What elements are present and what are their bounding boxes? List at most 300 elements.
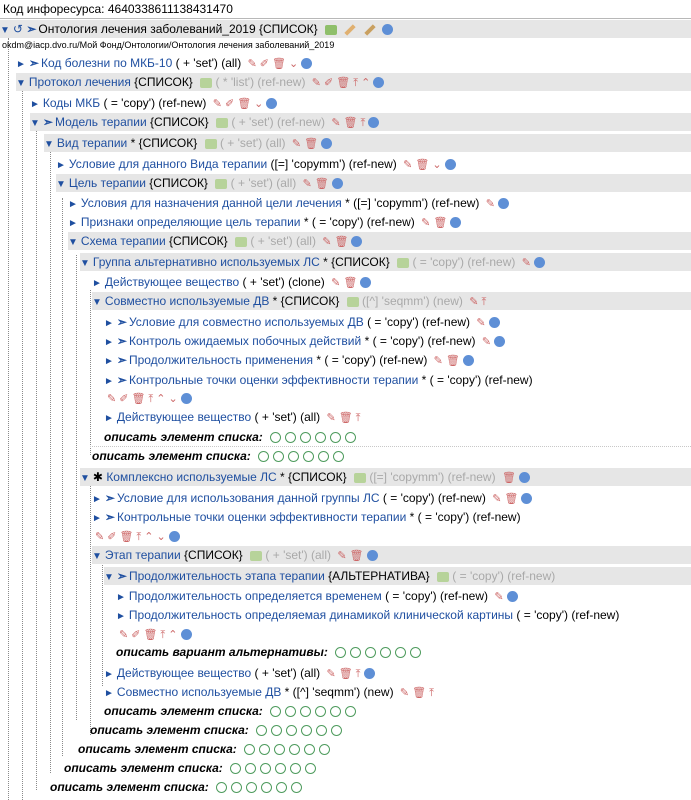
info-icon[interactable]	[373, 77, 384, 88]
pencil-icon[interactable]: ✎	[326, 411, 336, 424]
describe-item-row	[92, 447, 344, 465]
chevron-down-icon[interactable]: ⌄	[254, 97, 264, 110]
tree-guide	[50, 143, 51, 773]
chevron-down-icon[interactable]: ⌄	[432, 158, 442, 171]
info-icon[interactable]	[351, 236, 362, 247]
move-top-icon[interactable]: ⤒	[160, 628, 166, 641]
node-control[interactable]	[104, 332, 505, 350]
node-spec: * ( = 'copy') (ref-new)	[364, 334, 476, 348]
node-spec: ( = 'copy') (ref-new)	[385, 589, 489, 603]
pencil-icon[interactable]: ✎	[521, 256, 531, 269]
grass-icon[interactable]	[437, 572, 449, 582]
node-suffix: * {СПИСОК}	[272, 294, 340, 308]
add-up-icon[interactable]	[289, 744, 300, 755]
expand-triangle-icon[interactable]: ▼	[44, 139, 54, 150]
node-label: Протокол лечения	[28, 75, 131, 89]
add-top-icon[interactable]	[345, 432, 356, 443]
node-suffix: * {СПИСОК}	[130, 136, 198, 150]
add-up-icon[interactable]	[315, 432, 326, 443]
node-cond-group[interactable]	[92, 489, 532, 507]
node-stage[interactable]	[92, 546, 691, 564]
node-suffix: {СПИСОК}	[149, 176, 208, 190]
describe-item-row	[104, 428, 356, 446]
describe-item-label: описать элемент списка:	[104, 704, 263, 718]
node-label: Действующее вещество	[104, 275, 240, 289]
code-line: Код инфоресурса: 4640338611138431470	[0, 0, 691, 19]
node-alt-group[interactable]	[80, 253, 691, 271]
info-icon[interactable]	[181, 629, 192, 640]
node-spec: ([^] 'seqmm') (new)	[362, 294, 463, 308]
node-label: Условия для назначения данной цели лечения	[80, 196, 342, 210]
node-protocol[interactable]	[16, 73, 691, 91]
tree-guide	[90, 480, 91, 735]
add-down-icon[interactable]	[246, 782, 257, 793]
node-cond-vid[interactable]	[56, 155, 456, 173]
trash-icon[interactable]: 🗑	[336, 76, 351, 89]
pencil-icon[interactable]: ✎	[302, 177, 312, 190]
expand-triangle-icon[interactable]: ►	[56, 160, 66, 171]
root-suffix: {СПИСОК}	[259, 22, 318, 36]
add-copy-icon[interactable]	[276, 782, 287, 793]
add-up-icon[interactable]	[275, 763, 286, 774]
grass-icon[interactable]	[250, 551, 262, 561]
add-item-icon[interactable]	[216, 782, 227, 793]
expand-triangle-icon[interactable]: ▼	[80, 258, 90, 269]
trash-icon[interactable]: 🗑	[412, 686, 427, 699]
add-down-icon[interactable]	[260, 763, 271, 774]
add-top-icon[interactable]	[345, 706, 356, 717]
node-complex[interactable]	[80, 468, 691, 486]
pencil-icon[interactable]: ✎	[326, 667, 336, 680]
asterisk-icon: ✱	[92, 470, 103, 484]
describe-item-label: описать элемент списка:	[92, 449, 251, 463]
expand-triangle-icon[interactable]: ▼	[16, 78, 26, 89]
node-spec: * ([^] 'seqmm') (new)	[284, 685, 394, 699]
grass-icon[interactable]	[347, 297, 359, 307]
info-icon[interactable]	[489, 317, 500, 328]
add-copy-icon[interactable]	[304, 744, 315, 755]
refresh-icon[interactable]: ↺	[12, 22, 23, 36]
describe-item-row	[50, 778, 302, 796]
pencil-icon[interactable]: ✎	[485, 197, 495, 210]
pencil-icon[interactable]: ✎	[481, 335, 492, 348]
node-label: Продолжительность определяется временем	[128, 589, 382, 603]
link-arrow-icon: ➣	[116, 334, 127, 348]
node-suffix: * {СПИСОК}	[323, 255, 390, 269]
info-icon[interactable]	[266, 98, 277, 109]
trash-icon[interactable]: 🗑	[314, 177, 329, 190]
add-set-icon[interactable]	[259, 744, 270, 755]
node-suffix: * {СПИСОК}	[279, 470, 347, 484]
node-spec: ( = 'copy') (ref-new)	[412, 255, 516, 269]
add-top-icon[interactable]	[410, 647, 421, 658]
trash-icon[interactable]: 🗑	[237, 97, 252, 110]
info-icon[interactable]	[382, 24, 393, 35]
node-substance[interactable]	[104, 408, 361, 426]
expand-triangle-icon[interactable]: ►	[68, 218, 78, 229]
info-icon[interactable]	[519, 472, 530, 483]
node-spec: ( + 'set') (ref-new)	[231, 115, 325, 129]
pencil-icon[interactable]: ✎	[403, 158, 413, 171]
grass-icon[interactable]	[200, 78, 212, 88]
info-icon[interactable]	[360, 277, 371, 288]
node-suffix: {СПИСОК}	[134, 75, 193, 89]
edit-icon[interactable]	[364, 24, 375, 35]
node-spec: ( + 'set') (all)	[254, 410, 321, 424]
pencil-icon[interactable]: ✎	[469, 295, 479, 308]
add-up-icon[interactable]	[303, 451, 314, 462]
trash-icon[interactable]: 🗑	[343, 276, 358, 289]
node-label: Комплексно используемые ЛС	[106, 470, 277, 484]
root-node[interactable]	[0, 20, 691, 38]
link-arrow-icon: ➣	[104, 491, 115, 505]
expand-triangle-icon[interactable]: ►	[92, 278, 102, 289]
add-set-icon[interactable]	[245, 763, 256, 774]
add-set-icon[interactable]	[271, 725, 282, 736]
expand-triangle-icon[interactable]: ►	[104, 413, 114, 424]
info-icon[interactable]	[494, 336, 505, 347]
node-spec: ([=] 'copymm') (ref-new)	[369, 470, 496, 484]
add-top-icon[interactable]	[319, 744, 330, 755]
pencil-icon[interactable]: ✎	[95, 530, 105, 543]
node-spec: ( + 'set') (all)	[219, 136, 286, 150]
root-path: okdm@iacp.dvo.ru/Мой Фонд/Онтологии/Онтология лечения заболеваний_2019	[2, 40, 335, 50]
edit-icon[interactable]: ✐	[259, 57, 269, 70]
add-set-icon[interactable]	[350, 647, 361, 658]
describe-item-label: описать элемент списка:	[78, 742, 237, 756]
expand-triangle-icon[interactable]: ▼	[92, 551, 102, 562]
pencil-icon[interactable]: ✎	[119, 628, 129, 641]
node-jointly[interactable]	[92, 292, 691, 310]
node-label: Условие для использования данной группы ЛС	[116, 491, 380, 505]
chevron-up-icon[interactable]: ⌃	[168, 628, 178, 641]
expand-triangle-icon[interactable]: ▼	[30, 118, 40, 129]
expand-triangle-icon[interactable]: ▼	[68, 237, 78, 248]
edit-icon[interactable]: ✐	[119, 392, 129, 405]
node-stage-duration[interactable]	[104, 567, 691, 585]
info-icon[interactable]	[463, 355, 474, 366]
grass-icon[interactable]	[397, 258, 409, 268]
node-duration[interactable]	[104, 351, 474, 369]
node-spec: ( + 'set') (all)	[175, 56, 242, 70]
grass-icon[interactable]	[205, 139, 217, 149]
add-set-icon[interactable]	[285, 706, 296, 717]
expand-triangle-icon[interactable]: ▼	[0, 25, 10, 36]
chevron-down-icon[interactable]: ⌄	[156, 530, 166, 543]
node-spec: ( + 'set') (all)	[265, 548, 331, 562]
node-checkpoints[interactable]	[104, 371, 533, 389]
node-suffix: {АЛЬТЕРНАТИВА}	[328, 569, 430, 583]
info-icon[interactable]	[368, 117, 379, 128]
pencil-icon[interactable]	[345, 24, 356, 35]
expand-triangle-icon[interactable]: ▼	[56, 179, 66, 190]
trash-icon[interactable]: 🗑	[119, 530, 134, 543]
add-down-icon[interactable]	[274, 744, 285, 755]
move-top-icon[interactable]: ⤒	[136, 530, 142, 543]
node-spec: ( * 'list') (ref-new)	[215, 75, 306, 89]
trash-icon[interactable]: 🗑	[445, 354, 460, 367]
expand-triangle-icon[interactable]: ▼	[104, 572, 114, 583]
node-label: Действующее вещество	[116, 666, 252, 680]
chevron-down-icon[interactable]: ⌄	[288, 57, 299, 70]
edit-icon[interactable]: ✐	[107, 530, 117, 543]
node-spec: ( = 'copy') (ref-new)	[367, 315, 471, 329]
node-spec: ( + 'set') (all)	[254, 666, 321, 680]
node-spec: * ([=] 'copymm') (ref-new)	[345, 196, 480, 210]
info-icon[interactable]	[450, 217, 461, 228]
describe-item-row	[104, 702, 356, 720]
info-icon[interactable]	[534, 257, 545, 268]
add-copy-icon[interactable]	[316, 725, 327, 736]
move-top-icon[interactable]: ⤒	[355, 667, 361, 680]
node-mkb[interactable]	[16, 54, 312, 72]
pencil-icon[interactable]: ✎	[311, 76, 321, 89]
node-spec: ( + 'set') (all)	[250, 234, 316, 248]
add-item-icon[interactable]	[258, 451, 269, 462]
node-scheme[interactable]	[68, 232, 691, 250]
describe-item-row	[90, 721, 342, 739]
info-icon[interactable]	[181, 393, 192, 404]
node-spec: * ( = 'copy') (ref-new)	[316, 353, 428, 367]
add-top-icon[interactable]	[305, 763, 316, 774]
node-spec: ( = 'copy') (ref-new)	[382, 491, 486, 505]
add-top-icon[interactable]	[333, 451, 344, 462]
node-label: Контрольные точки оценки эффективности терапии	[116, 510, 407, 524]
info-icon[interactable]	[321, 138, 332, 149]
pencil-icon[interactable]: ✎	[421, 216, 431, 229]
node-cond-goal[interactable]	[68, 194, 509, 212]
trash-icon[interactable]: 🗑	[501, 471, 516, 484]
link-arrow-icon: ➣	[116, 569, 127, 583]
info-icon[interactable]	[498, 198, 509, 209]
chevron-down-icon[interactable]: ⌄	[168, 392, 178, 405]
info-icon[interactable]	[364, 668, 375, 679]
node-label: Вид терапии	[56, 136, 128, 150]
add-down-icon[interactable]	[300, 706, 311, 717]
pencil-icon[interactable]: ✎	[212, 97, 222, 110]
expand-triangle-icon[interactable]: ►	[30, 99, 40, 110]
move-top-icon[interactable]: ⤒	[353, 76, 359, 89]
pencil-icon[interactable]: ✎	[492, 492, 502, 505]
describe-item-row	[64, 759, 316, 777]
expand-triangle-icon[interactable]: ►	[116, 592, 126, 603]
grass-icon[interactable]	[216, 118, 228, 128]
pencil-icon[interactable]: ✎	[107, 392, 117, 405]
chevron-up-icon[interactable]: ⌃	[361, 76, 371, 89]
node-signs[interactable]	[68, 213, 461, 231]
chevron-up-icon[interactable]: ⌃	[156, 392, 166, 405]
node-label: Продолжительность определяемая динамикой клинической картины	[128, 608, 514, 622]
edit-icon[interactable]: ✐	[324, 76, 334, 89]
info-icon[interactable]	[301, 58, 312, 69]
tree-guide	[76, 255, 77, 720]
trash-icon[interactable]: 🗑	[304, 137, 319, 150]
node-label: Группа альтернативно используемых ЛС	[92, 255, 320, 269]
info-icon[interactable]	[367, 550, 378, 561]
expand-triangle-icon[interactable]: ►	[104, 376, 114, 387]
grass-icon[interactable]	[235, 237, 247, 247]
add-down-icon[interactable]	[286, 725, 297, 736]
trash-icon[interactable]: 🗑	[433, 216, 448, 229]
pencil-icon[interactable]: ✎	[331, 276, 341, 289]
chevron-up-icon[interactable]: ⌃	[144, 530, 154, 543]
node-label: Признаки определяющие цель терапии	[80, 215, 301, 229]
describe-item-label: описать элемент списка:	[90, 723, 249, 737]
node-spec: * ( = 'copy') (ref-new)	[421, 373, 533, 387]
add-top-icon[interactable]	[331, 725, 342, 736]
trash-icon[interactable]: 🗑	[343, 116, 358, 129]
describe-item-label: описать элемент списка:	[104, 430, 263, 444]
tree-guide	[8, 38, 9, 800]
pencil-icon[interactable]: ✎	[247, 57, 257, 70]
node-label: Совместно используемые ДВ	[116, 685, 282, 699]
expand-triangle-icon[interactable]: ▼	[92, 297, 102, 308]
describe-alt-label: описать вариант альтернативы:	[116, 645, 328, 659]
grass-icon[interactable]	[354, 473, 366, 483]
node-label: Код болезни по МКБ-10	[40, 56, 173, 70]
add-up-icon[interactable]	[315, 706, 326, 717]
root-title: Онтология лечения заболеваний_2019	[38, 22, 256, 36]
pencil-icon[interactable]: ✎	[433, 354, 443, 367]
info-icon[interactable]	[521, 493, 532, 504]
trash-icon[interactable]: 🗑	[415, 158, 430, 171]
trash-icon[interactable]: 🗑	[272, 57, 286, 70]
trash-icon[interactable]: 🗑	[334, 235, 349, 248]
add-copy-icon[interactable]	[318, 451, 329, 462]
add-copy-icon[interactable]	[330, 432, 341, 443]
node-spec: ([=] 'copymm') (ref-new)	[270, 157, 397, 171]
node-substance[interactable]	[92, 273, 371, 291]
link-arrow-icon: ➣	[26, 22, 37, 36]
info-icon[interactable]	[507, 591, 518, 602]
node-checkpoints[interactable]	[92, 508, 521, 526]
expand-triangle-icon[interactable]: ►	[104, 356, 114, 367]
tree-guide	[90, 290, 91, 455]
describe-item-label: описать элемент списка:	[64, 761, 223, 775]
add-down-icon[interactable]	[365, 647, 376, 658]
trash-icon[interactable]: 🗑	[504, 492, 519, 505]
expand-triangle-icon[interactable]: ►	[116, 611, 126, 622]
node-dur-time[interactable]	[116, 587, 518, 605]
edit-icon[interactable]: ✐	[224, 97, 235, 110]
node-spec: * ( = 'copy') (ref-new)	[409, 510, 521, 524]
node-vid[interactable]	[44, 134, 691, 152]
edit-icon[interactable]: ✐	[131, 628, 141, 641]
node-suffix: {СПИСОК}	[184, 548, 243, 562]
add-item-icon[interactable]	[256, 725, 267, 736]
add-copy-icon[interactable]	[330, 706, 341, 717]
add-item-icon[interactable]	[244, 744, 255, 755]
add-set-icon[interactable]	[273, 451, 284, 462]
add-copy-icon[interactable]	[290, 763, 301, 774]
node-dur-dynamic[interactable]	[116, 606, 619, 624]
node-spec: ( = 'copy') (ref-new)	[516, 608, 620, 622]
pencil-icon[interactable]: ✎	[337, 549, 347, 562]
expand-triangle-icon[interactable]: ►	[16, 59, 26, 70]
describe-item-label: описать элемент списка:	[50, 780, 209, 794]
trash-icon[interactable]: 🗑	[131, 392, 146, 405]
add-set-icon[interactable]	[231, 782, 242, 793]
grass-icon[interactable]	[215, 179, 227, 189]
move-top-icon[interactable]: ⤒	[148, 392, 154, 405]
expand-triangle-icon[interactable]: ►	[68, 199, 78, 210]
add-set-icon[interactable]	[285, 432, 296, 443]
checkpoints-actions	[104, 389, 192, 407]
add-item-icon[interactable]	[270, 706, 281, 717]
node-label: Модель терапии	[54, 115, 147, 129]
pencil-icon[interactable]: ✎	[476, 316, 486, 329]
alt-actions	[116, 625, 192, 643]
info-icon[interactable]	[332, 178, 343, 189]
node-label: Продолжительность применения	[128, 353, 314, 367]
add-item-icon[interactable]	[335, 647, 346, 658]
trash-icon[interactable]: 🗑	[338, 667, 353, 680]
node-jointly[interactable]	[104, 683, 434, 701]
expand-triangle-icon[interactable]: ▼	[80, 473, 90, 484]
grass-icon[interactable]	[325, 25, 337, 35]
node-spec: ( = 'copy') (ref-new)	[452, 569, 556, 583]
expand-triangle-icon[interactable]: ►	[104, 318, 114, 329]
trash-icon[interactable]: 🗑	[338, 411, 353, 424]
add-up-icon[interactable]	[261, 782, 272, 793]
add-down-icon[interactable]	[300, 432, 311, 443]
node-model[interactable]	[30, 113, 691, 131]
trash-icon[interactable]: 🗑	[143, 628, 158, 641]
pencil-icon[interactable]: ✎	[322, 235, 332, 248]
link-arrow-icon: ➣	[28, 56, 39, 70]
expand-triangle-icon[interactable]: ►	[104, 669, 114, 680]
pencil-icon[interactable]: ✎	[291, 137, 302, 150]
expand-triangle-icon[interactable]: ►	[104, 688, 114, 699]
add-item-icon[interactable]	[230, 763, 241, 774]
node-codes[interactable]	[30, 94, 277, 112]
node-label: Продолжительность этапа терапии	[128, 569, 325, 583]
add-copy-icon[interactable]	[395, 647, 406, 658]
expand-triangle-icon[interactable]: ►	[92, 494, 102, 505]
pencil-icon[interactable]: ✎	[399, 686, 410, 699]
node-suffix: {СПИСОК}	[150, 115, 209, 129]
node-cond-joint[interactable]	[104, 313, 500, 331]
node-goal[interactable]	[56, 174, 691, 192]
move-top-icon[interactable]: ⤒	[429, 686, 434, 699]
info-icon[interactable]	[169, 531, 180, 542]
expand-triangle-icon[interactable]: ►	[92, 513, 102, 524]
add-down-icon[interactable]	[288, 451, 299, 462]
trash-icon[interactable]: 🗑	[349, 549, 364, 562]
move-top-icon[interactable]: ⤒	[355, 411, 361, 424]
checkpoints-actions	[92, 527, 180, 545]
pencil-icon[interactable]: ✎	[331, 116, 341, 129]
move-top-icon[interactable]: ⤒	[481, 295, 487, 308]
expand-triangle-icon[interactable]: ►	[104, 337, 114, 348]
node-substance[interactable]	[104, 664, 375, 682]
pencil-icon[interactable]: ✎	[494, 590, 504, 603]
node-label: Совместно используемые ДВ	[104, 294, 270, 308]
node-label: Цель терапии	[68, 176, 146, 190]
link-arrow-icon: ➣	[42, 115, 53, 129]
node-label: Условие для совместно используемых ДВ	[128, 315, 364, 329]
node-label: Схема терапии	[80, 234, 166, 248]
add-up-icon[interactable]	[380, 647, 391, 658]
link-arrow-icon: ➣	[104, 510, 115, 524]
info-icon[interactable]	[445, 159, 456, 170]
add-top-icon[interactable]	[291, 782, 302, 793]
node-suffix: {СПИСОК}	[169, 234, 228, 248]
move-top-icon[interactable]: ⤒	[360, 116, 366, 129]
link-arrow-icon: ➣	[116, 315, 127, 329]
add-item-icon[interactable]	[270, 432, 281, 443]
add-up-icon[interactable]	[301, 725, 312, 736]
